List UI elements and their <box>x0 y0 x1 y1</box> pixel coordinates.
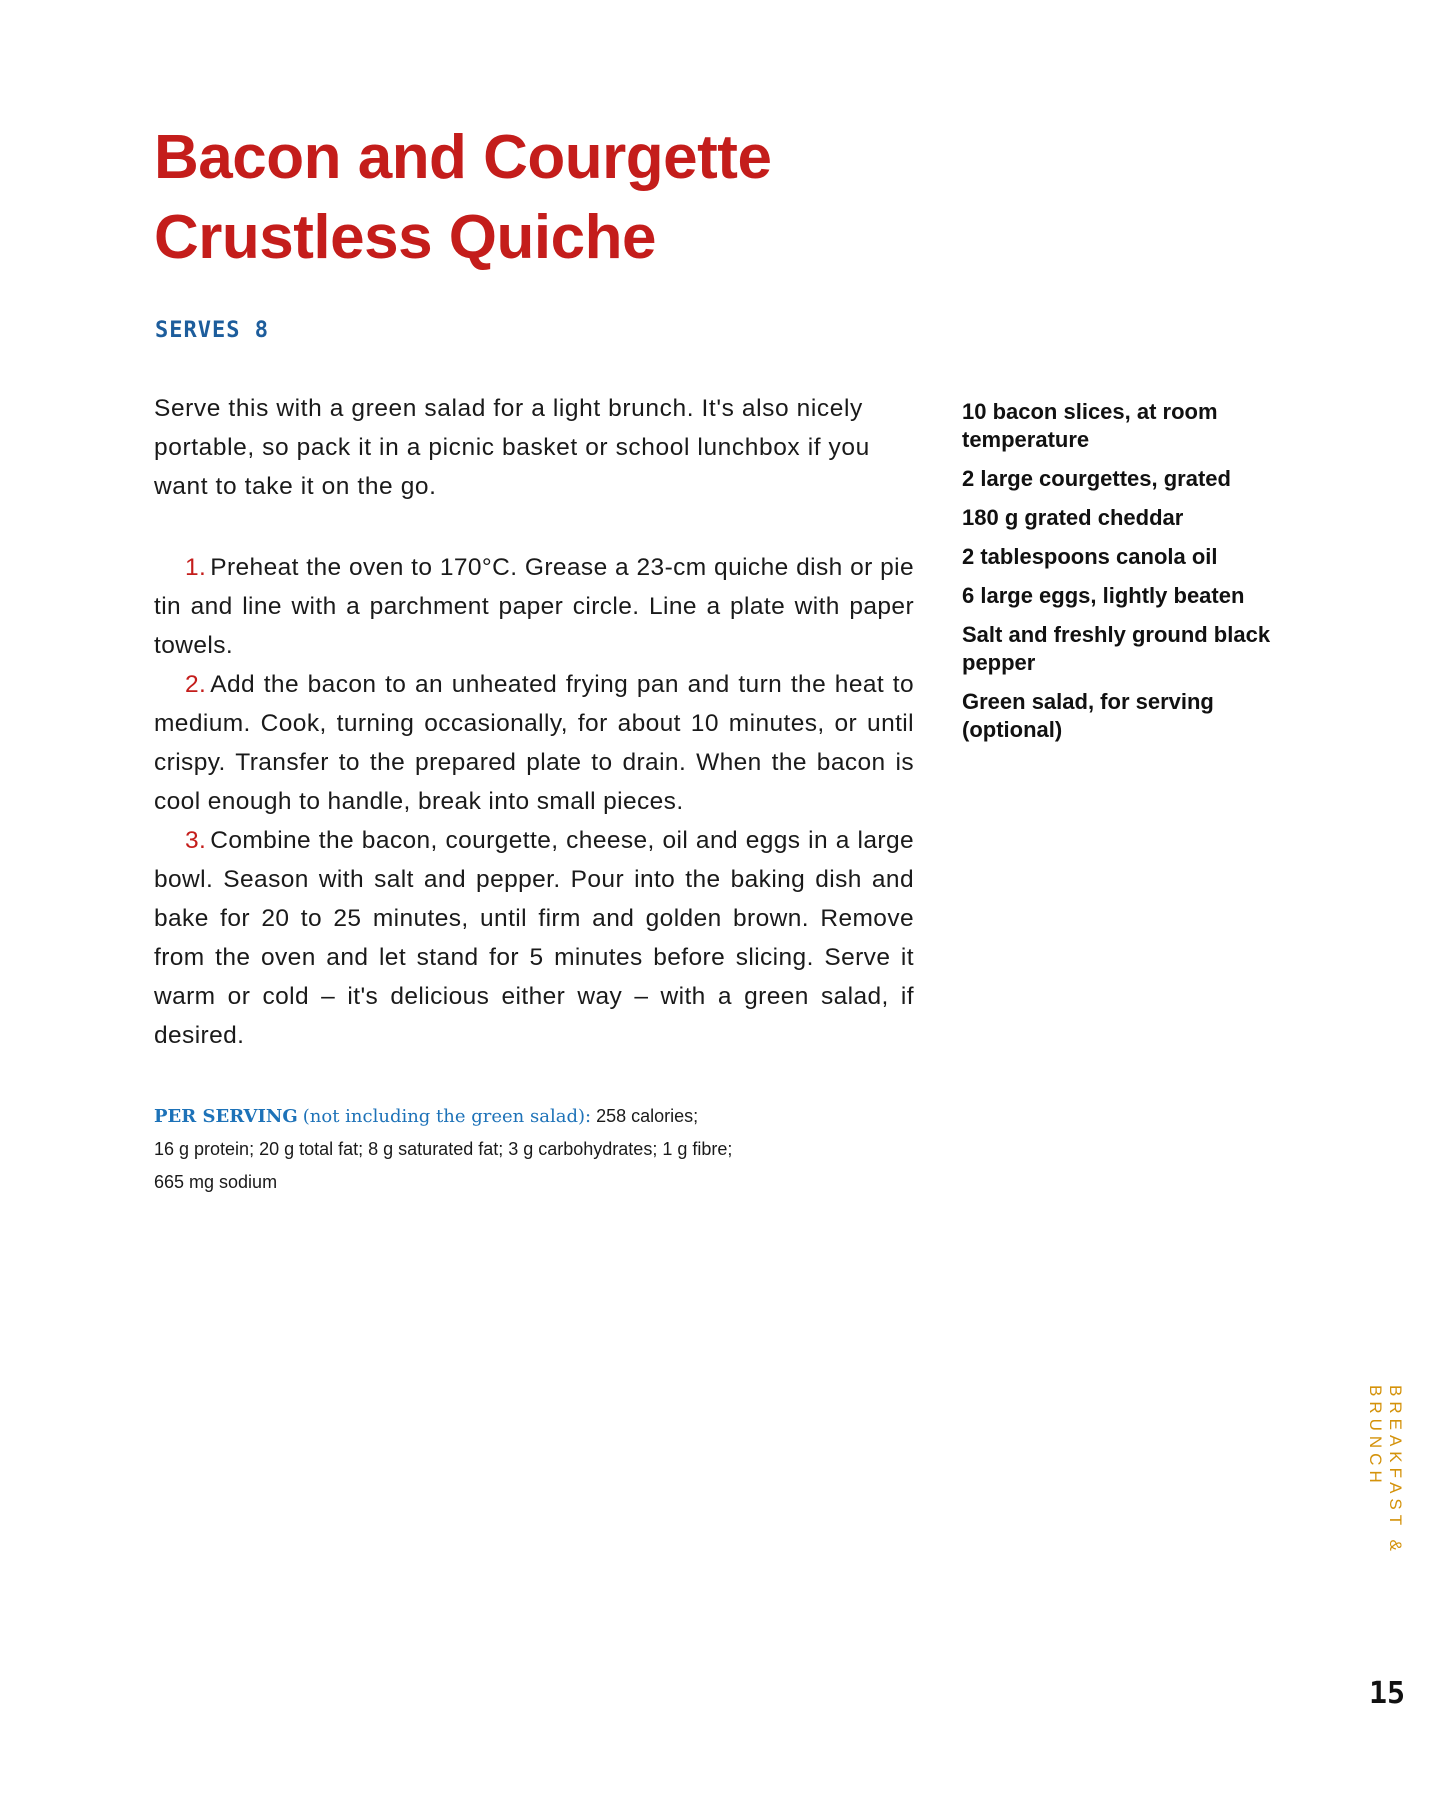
ingredient-item: 2 tablespoons canola oil <box>962 544 1218 569</box>
ingredient-item: 6 large eggs, lightly beaten <box>962 583 1245 608</box>
method-step <box>154 548 914 665</box>
recipe-intro: Serve this with a green salad for a light brunch. It's also nicely portable, so pack it in a picnic basket or school lunchbox if you want to take it on the go. <box>154 395 870 500</box>
step-number: 3. <box>185 827 207 854</box>
nutrition-calories: 258 calories; <box>596 1106 699 1126</box>
nutrition-line-1 <box>154 1100 854 1133</box>
ingredient-item: 10 bacon slices, at room temperature <box>962 399 1218 452</box>
nutrition-label: PER SERVING <box>154 1106 298 1127</box>
ingredient-item: 180 g grated cheddar <box>962 505 1184 530</box>
nutrition-note: (not including the green salad): <box>302 1106 592 1127</box>
recipe-title-line-2: Crustless Quiche <box>154 203 656 272</box>
step-text: Preheat the oven to 170°C. Grease a 23-cm quiche dish or pie tin and line with a parchment paper circle. Line a plate with paper towels. <box>154 554 914 659</box>
step-number: 2. <box>185 671 207 698</box>
ingredients-list <box>962 398 1302 755</box>
ingredient-item: 2 large courgettes, grated <box>962 466 1231 491</box>
section-tab: BREAKFAST & BRUNCH <box>1366 1385 1405 1556</box>
step-number: 1. <box>185 554 207 581</box>
serves-label: SERVES 8 <box>155 318 269 343</box>
method-step <box>154 665 914 821</box>
nutrition-line-3: 665 mg sodium <box>154 1172 278 1192</box>
ingredient-item: Green salad, for serving (optional) <box>962 689 1214 742</box>
ingredient-item: Salt and freshly ground black pepper <box>962 622 1271 675</box>
step-text: Add the bacon to an unheated frying pan and turn the heat to medium. Cook, turning occasionally, for about 10 minutes, or until crispy. Transfer to the prepared plate to drain. When the bacon is cool enough to handle, break into small pieces. <box>154 671 914 815</box>
step-text: Combine the bacon, courgette, cheese, oil and eggs in a large bowl. Season with salt and pepper. Pour into the baking dish and bake for 20 to 25 minutes, until firm and golden brown. Remove from the oven and let stand for 5 minutes before slicing. Serve it warm or cold – it's delicious either way – with a green salad, if desired. <box>154 827 914 1049</box>
recipe-title-line-1: Bacon and Courgette <box>154 123 772 192</box>
method-steps <box>154 548 914 1055</box>
method-step <box>154 821 914 1055</box>
recipe-title <box>154 118 914 278</box>
nutrition-info <box>154 1100 854 1199</box>
nutrition-line-2: 16 g protein; 20 g total fat; 8 g saturated fat; 3 g carbohydrates; 1 g fibre; <box>154 1139 733 1159</box>
page-number: 15 <box>1369 1676 1406 1711</box>
